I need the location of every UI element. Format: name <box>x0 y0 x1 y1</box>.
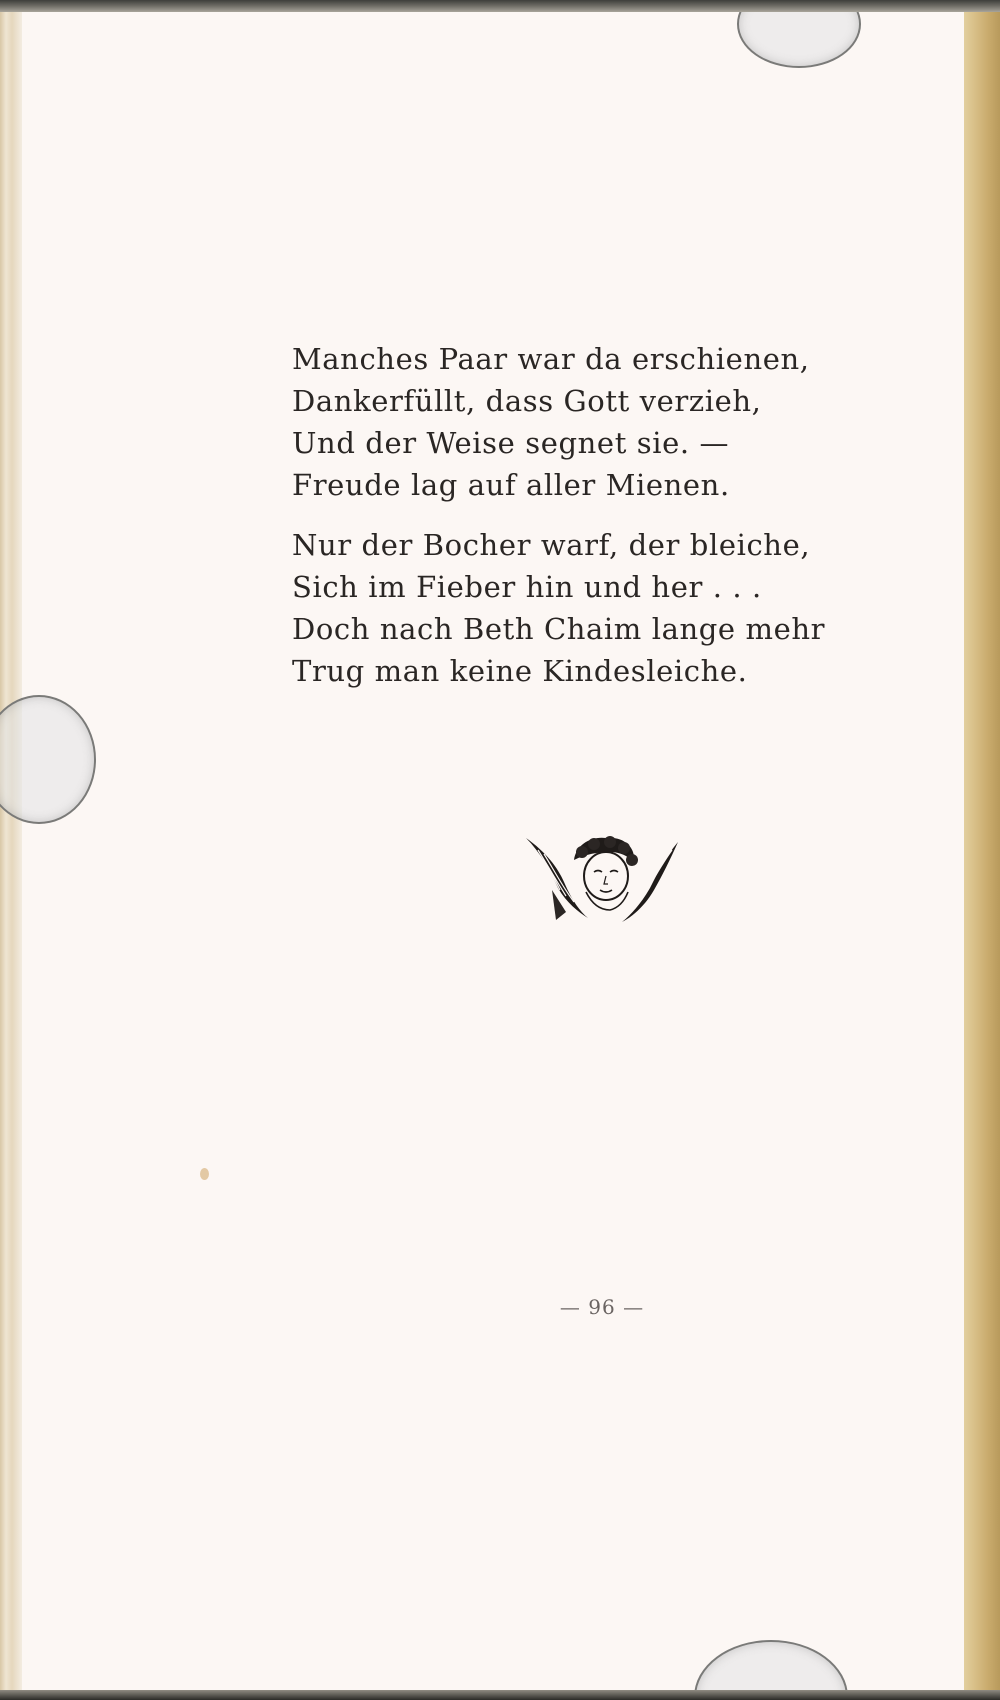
left-page-edge <box>0 0 23 1700</box>
poem-line: Freude lag auf aller Mienen. <box>292 468 730 502</box>
scanner-bottom-edge <box>0 1690 1000 1700</box>
poem-line: Trug man keine Kindesleiche. <box>292 654 748 688</box>
poem-stanza-1 <box>292 338 825 506</box>
poem-line: Nur der Bocher warf, der bleiche, <box>292 528 811 562</box>
paper-stain <box>200 1168 209 1180</box>
scanner-top-edge <box>0 0 1000 12</box>
poem <box>292 338 825 692</box>
poem-line: Sich im Fieber hin und her . . . <box>292 570 762 604</box>
right-page-edge <box>964 0 1000 1700</box>
winged-cherub-head-icon <box>522 830 682 930</box>
poem-line: Und der Weise segnet sie. — <box>292 426 730 460</box>
poem-stanza-2 <box>292 524 825 692</box>
poem-line: Doch nach Beth Chaim lange mehr <box>292 612 826 646</box>
page-holder-clip-left <box>0 695 96 824</box>
poem-line: Manches Paar war da erschienen, <box>292 342 810 376</box>
page-number: — 96 — <box>559 1295 645 1319</box>
book-page <box>22 10 964 1690</box>
poem-line: Dankerfüllt, dass Gott verzieh, <box>292 384 762 418</box>
